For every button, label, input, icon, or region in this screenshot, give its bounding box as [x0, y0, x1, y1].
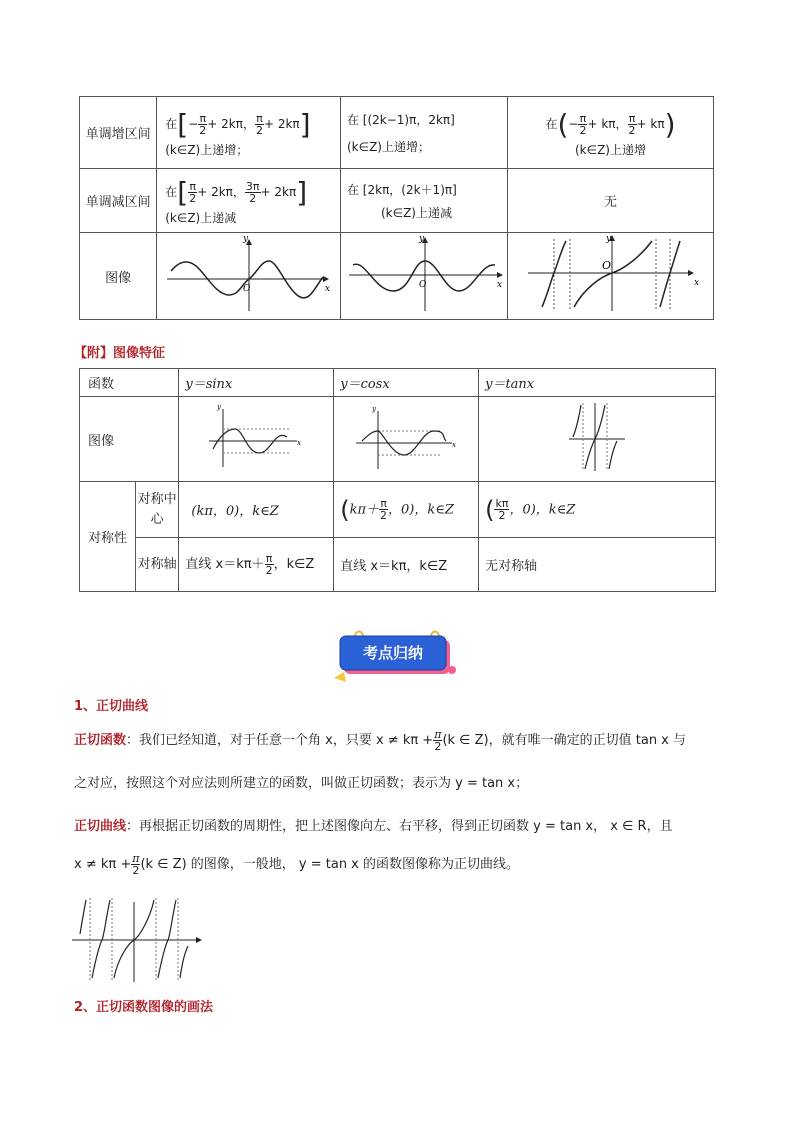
sin-axis-cell: 直线 x＝kπ＋ $\frac{\pi}{2}$ ，k∈Z — [179, 538, 334, 592]
svg-text:y: y — [217, 403, 222, 411]
row-label-decreasing: 单调减区间 — [80, 169, 157, 233]
svg-text:O: O — [601, 259, 612, 272]
appendix-sin-graph-cell — [179, 397, 334, 482]
appendix-cos-graph — [334, 397, 472, 477]
row-symmetry-label: 对称性 — [80, 482, 136, 592]
header-tan: y＝tanx — [479, 369, 716, 397]
appendix-title: 【附】图像特征 — [74, 346, 166, 361]
header-sin: y＝sinx — [179, 369, 334, 397]
svg-text:O: O — [243, 284, 251, 294]
sub-axis-label: 对称轴 — [135, 538, 178, 592]
monotonic-table — [79, 96, 714, 320]
tan-center-cell: ( $\frac{k\pi}{2}$ ，0)，k∈Z — [479, 482, 716, 538]
sin-graph — [157, 233, 333, 315]
appendix-tan-graph — [479, 397, 709, 477]
tan-graph-cell — [507, 233, 713, 320]
section2-heading: 2、正切函数图像的画法 — [74, 1000, 214, 1015]
svg-text:x: x — [325, 284, 331, 294]
svg-text:x: x — [452, 441, 457, 449]
appendix-table — [79, 368, 716, 592]
cos-axis-cell: 直线 x＝kπ，k∈Z — [334, 538, 479, 592]
cos-graph — [341, 233, 507, 315]
sin-center-cell: (kπ，0)，k∈Z — [179, 482, 334, 538]
svg-text:x: x — [496, 280, 503, 290]
header-function: 函数 — [80, 369, 179, 397]
svg-text:O: O — [418, 280, 427, 290]
cos-increasing-cell: 在 [(2k−1)π，2kπ] (k∈Z)上递增； — [340, 97, 507, 169]
section-banner — [334, 626, 460, 684]
row-label-graph: 图像 — [80, 233, 157, 320]
sin-decreasing-cell: 在[ $\frac{\pi}{2}$ + 2kπ， $\frac{3\pi}{2}$ + 2kπ] (k∈Z)上递减 — [157, 169, 341, 233]
svg-text:x: x — [297, 439, 302, 447]
cos-decreasing-cell: 在 [2kπ，(2k＋1)π] (k∈Z)上递减 — [340, 169, 507, 233]
svg-text:x: x — [693, 278, 700, 288]
tan-increasing-cell: 在(− $\frac{\pi}{2}$ + kπ， $\frac{\pi}{2}$ + kπ) (k∈Z)上递增 — [507, 97, 713, 169]
sub-center-label: 对称中心 — [135, 482, 178, 538]
cos-center-cell: (kπ＋ $\frac{\pi}{2}$ ，0)，k∈Z — [334, 482, 479, 538]
appendix-sin-graph — [179, 397, 327, 477]
sin-increasing-cell: 在[− $\frac{\pi}{2}$ + 2kπ， $\frac{\pi}{2}$ + 2kπ] (k∈Z)上递增； — [157, 97, 341, 169]
section1-paragraph2-cont: x ≠ kπ + $\frac{\pi}{2}$ (k ∈ Z) 的图像，一般地， y = tan x 的函数图像称为正切曲线。 — [74, 852, 520, 877]
svg-text:y: y — [243, 234, 249, 244]
svg-text:y: y — [605, 234, 612, 244]
svg-text:y: y — [418, 234, 425, 244]
tan-decreasing-cell: 无 — [507, 169, 713, 233]
svg-text:y: y — [372, 405, 377, 413]
header-cos: y＝cosx — [334, 369, 479, 397]
appendix-tan-graph-cell — [479, 397, 716, 482]
appendix-cos-graph-cell — [334, 397, 479, 482]
section1-heading: 1、正切曲线 — [74, 699, 149, 714]
tan-graph — [508, 233, 713, 315]
section1-paragraph2: 正切曲线：再根据正切函数的周期性，把上述图像向左、右平移，得到正切函数 y = tan x， x ∈ R，且 — [74, 819, 673, 834]
banner-text: 考点归纳 — [362, 644, 423, 662]
cos-graph-cell — [340, 233, 507, 320]
tan-axis-cell: 无对称轴 — [479, 538, 716, 592]
row-label-increasing: 单调增区间 — [80, 97, 157, 169]
sin-graph-cell — [157, 233, 341, 320]
tangent-curve-figure — [72, 898, 202, 982]
section1-paragraph1-cont: 之对应，按照这个对应法则所建立的函数，叫做正切函数；表示为 y = tan x； — [74, 776, 529, 791]
section1-paragraph1: 正切函数：我们已经知道，对于任意一个角 x，只要 x ≠ kπ + $\frac{\pi}{2}$ (k ∈ Z)，就有唯一确定的正切值 tan x 与 — [74, 728, 687, 753]
row-image-label: 图像 — [80, 397, 179, 482]
